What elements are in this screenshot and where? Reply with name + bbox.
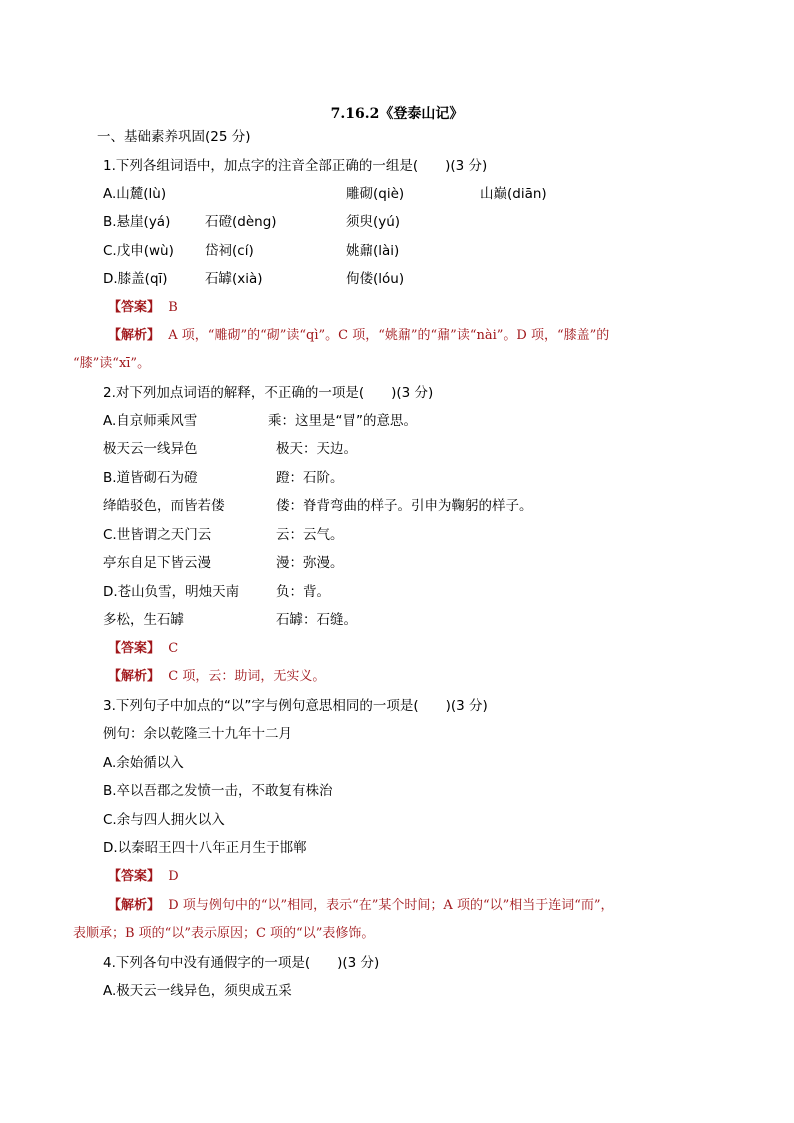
q1-option-b-1: 石磴(dèng)	[205, 214, 277, 230]
q2-analysis	[108, 667, 325, 687]
analysis-text: D 项与例句中的“以”相同，表示“在”某个时间；A 项的“以”相当于连词“而”，	[168, 898, 614, 913]
q1-option-b: B.悬崖(yá)	[103, 214, 171, 230]
q1-answer	[108, 298, 178, 318]
q2-row-text: C.世皆谓之天门云	[103, 527, 212, 543]
q2-row-note: 极天：天边。	[276, 441, 357, 457]
q2-row-text: 亭东自足下皆云漫	[103, 555, 211, 571]
q3-example: 例句：余以乾隆三十九年十二月	[103, 726, 292, 742]
q2-row-text: B.道皆砌石为磴	[103, 470, 198, 486]
q1-option-a-2: 雕砌(qiè)	[346, 186, 405, 202]
q2-row-text: D.苍山负雪，明烛天南	[103, 584, 240, 600]
answer-tag: 【答案】	[108, 641, 161, 656]
q3-option-d: D.以秦昭王四十八年正月生于邯郸	[103, 840, 307, 856]
q2-row-text: A.自京师乘风雪	[103, 413, 198, 429]
q2-row-note: 云：云气。	[276, 527, 344, 543]
q2-row-note: 负：背。	[276, 584, 330, 600]
analysis-tag: 【解析】	[108, 328, 161, 343]
q4-option-a: A.极天云一线异色，须臾成五采	[103, 983, 292, 999]
q1-analysis	[108, 326, 609, 346]
q2-row-text: 绛皓驳色，而皆若偻	[103, 498, 225, 514]
analysis-text: C 项，云：助词，无实义。	[168, 669, 326, 684]
q1-option-c-1: 岱祠(cí)	[205, 243, 254, 259]
question-3-stem: 3.下列句子中加点的“以”字与例句意思相同的一项是( )(3 分)	[103, 698, 488, 714]
q1-analysis-cont: “膝”读“xī”。	[73, 356, 151, 371]
q2-row-note: 蹬：石阶。	[276, 470, 344, 486]
q1-option-d-2: 佝偻(lóu)	[346, 271, 405, 287]
analysis-text: A 项，“雕砌”的“砌”读“qì”。C 项，“姚鼐”的“鼐”读“nài”。D 项，“膝盖”的	[168, 328, 610, 343]
analysis-tag: 【解析】	[108, 898, 161, 913]
q2-row-text: 极天云一线异色	[103, 441, 198, 457]
q1-option-d: D.膝盖(qī)	[103, 271, 168, 287]
q1-option-a: A.山麓(lù)	[103, 186, 167, 202]
q3-analysis	[108, 896, 614, 916]
q2-row-text: 多松，生石罅	[103, 612, 184, 628]
q2-answer	[108, 639, 178, 659]
answer-tag: 【答案】	[108, 869, 161, 884]
q1-option-a-3: 山巅(diān)	[480, 186, 547, 202]
q3-answer	[108, 867, 179, 887]
q1-option-b-2: 须臾(yú)	[346, 214, 401, 230]
q2-row-note: 偻：脊背弯曲的样子。引申为鞠躬的样子。	[276, 498, 533, 514]
question-1-stem: 1.下列各组词语中，加点字的注音全部正确的一组是( )(3 分)	[103, 158, 488, 174]
q3-option-b: B.卒以吾郡之发愤一击，不敢复有株治	[103, 783, 333, 799]
q2-row-note: 乘：这里是“冒”的意思。	[268, 413, 417, 429]
q2-row-note: 漫：弥漫。	[276, 555, 344, 571]
answer-value: B	[168, 300, 178, 315]
q1-option-c-2: 姚鼐(lài)	[346, 243, 400, 259]
q3-option-a: A.余始循以入	[103, 755, 184, 771]
section-heading: 一、基础素养巩固(25 分)	[97, 129, 251, 145]
q1-option-d-1: 石罅(xià)	[205, 271, 263, 287]
question-2-stem: 2.对下列加点词语的解释，不正确的一项是( )(3 分)	[103, 385, 434, 401]
q3-option-c: C.余与四人拥火以入	[103, 812, 225, 828]
q1-option-c: C.戊申(wù)	[103, 243, 174, 259]
q3-analysis-cont: 表顺承；B 项的“以”表示原因；C 项的“以”表修饰。	[73, 926, 375, 941]
question-4-stem: 4.下列各句中没有通假字的一项是( )(3 分)	[103, 955, 380, 971]
answer-value: D	[168, 869, 179, 884]
answer-tag: 【答案】	[108, 300, 161, 315]
analysis-tag: 【解析】	[108, 669, 161, 684]
answer-value: C	[168, 641, 179, 656]
q2-row-note: 石罅：石缝。	[276, 612, 357, 628]
page-title: 7.16.2《登泰山记》	[330, 106, 464, 122]
